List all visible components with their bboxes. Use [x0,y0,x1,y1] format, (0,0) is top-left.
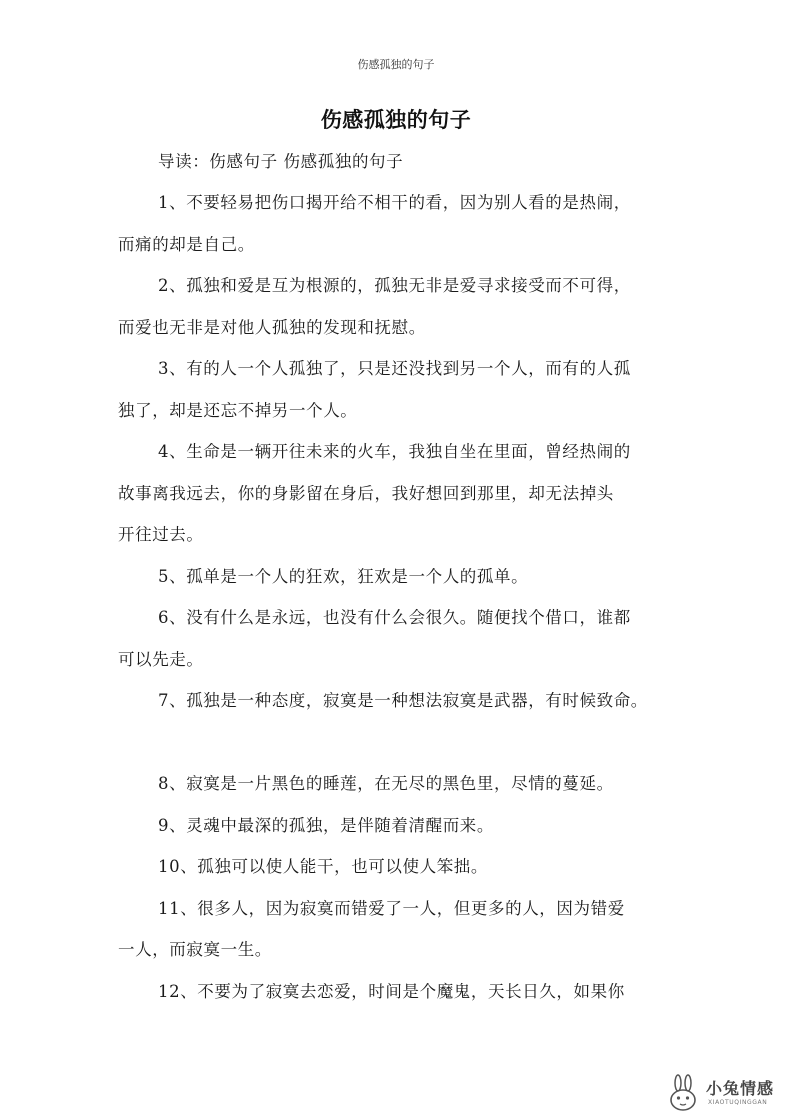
paragraph-line: 7、孤独是一种态度，寂寞是一种想法寂寞是武器，有时候致命。 [158,691,648,710]
watermark-brand: 小兔情感 [706,1079,775,1098]
paragraph-line: 可以先走。 [118,650,204,669]
paragraph-line: 2、孤独和爱是互为根源的，孤独无非是爱寻求接受而不可得， [158,276,631,295]
paragraph-line: 8、寂寞是一片黑色的睡莲，在无尽的黑色里，尽情的蔓延。 [158,774,614,793]
rabbit-icon [666,1074,702,1114]
watermark-logo [666,1074,778,1114]
paragraph-line: 而爱也无非是对他人孤独的发现和抚慰。 [118,318,426,337]
paragraph-line: 6、没有什么是永远，也没有什么会很久。随便找个借口，谁都 [158,608,631,627]
paragraph-line: 而痛的却是自己。 [118,235,255,254]
paragraph-line: 1、不要轻易把伤口揭开给不相干的看，因为别人看的是热闹， [158,193,631,212]
running-header: 伤感孤独的句子 [357,58,435,71]
document-title: 伤感孤独的句子 [320,107,472,132]
paragraph-line: 10、孤独可以使人能干，也可以使人笨拙。 [158,857,488,876]
intro-line: 导读：伤感句子 伤感孤独的句子 [158,152,404,171]
paragraph-line: 故事离我远去，你的身影留在身后，我好想回到那里，却无法掉头 [118,484,614,503]
paragraph-line: 9、灵魂中最深的孤独，是伴随着清醒而来。 [158,816,494,835]
paragraph-line: 独了，却是还忘不掉另一个人。 [118,401,358,420]
paragraph-line: 12、不要为了寂寞去恋爱，时间是个魔鬼，天长日久，如果你 [158,982,625,1001]
paragraph-line: 3、有的人一个人孤独了，只是还没找到另一个人，而有的人孤 [158,359,631,378]
paragraph-line: 一人，而寂寞一生。 [118,940,272,959]
paragraph-line: 5、孤单是一个人的狂欢，狂欢是一个人的孤单。 [158,567,529,586]
paragraph-line: 11、很多人，因为寂寞而错爱了一人，但更多的人，因为错爱 [158,899,625,918]
watermark-subtext: XIAOTUQINGGAN [708,1099,768,1106]
paragraph-line: 开往过去。 [118,525,204,544]
paragraph-line: 4、生命是一辆开往未来的火车，我独自坐在里面，曾经热闹的 [158,442,631,461]
